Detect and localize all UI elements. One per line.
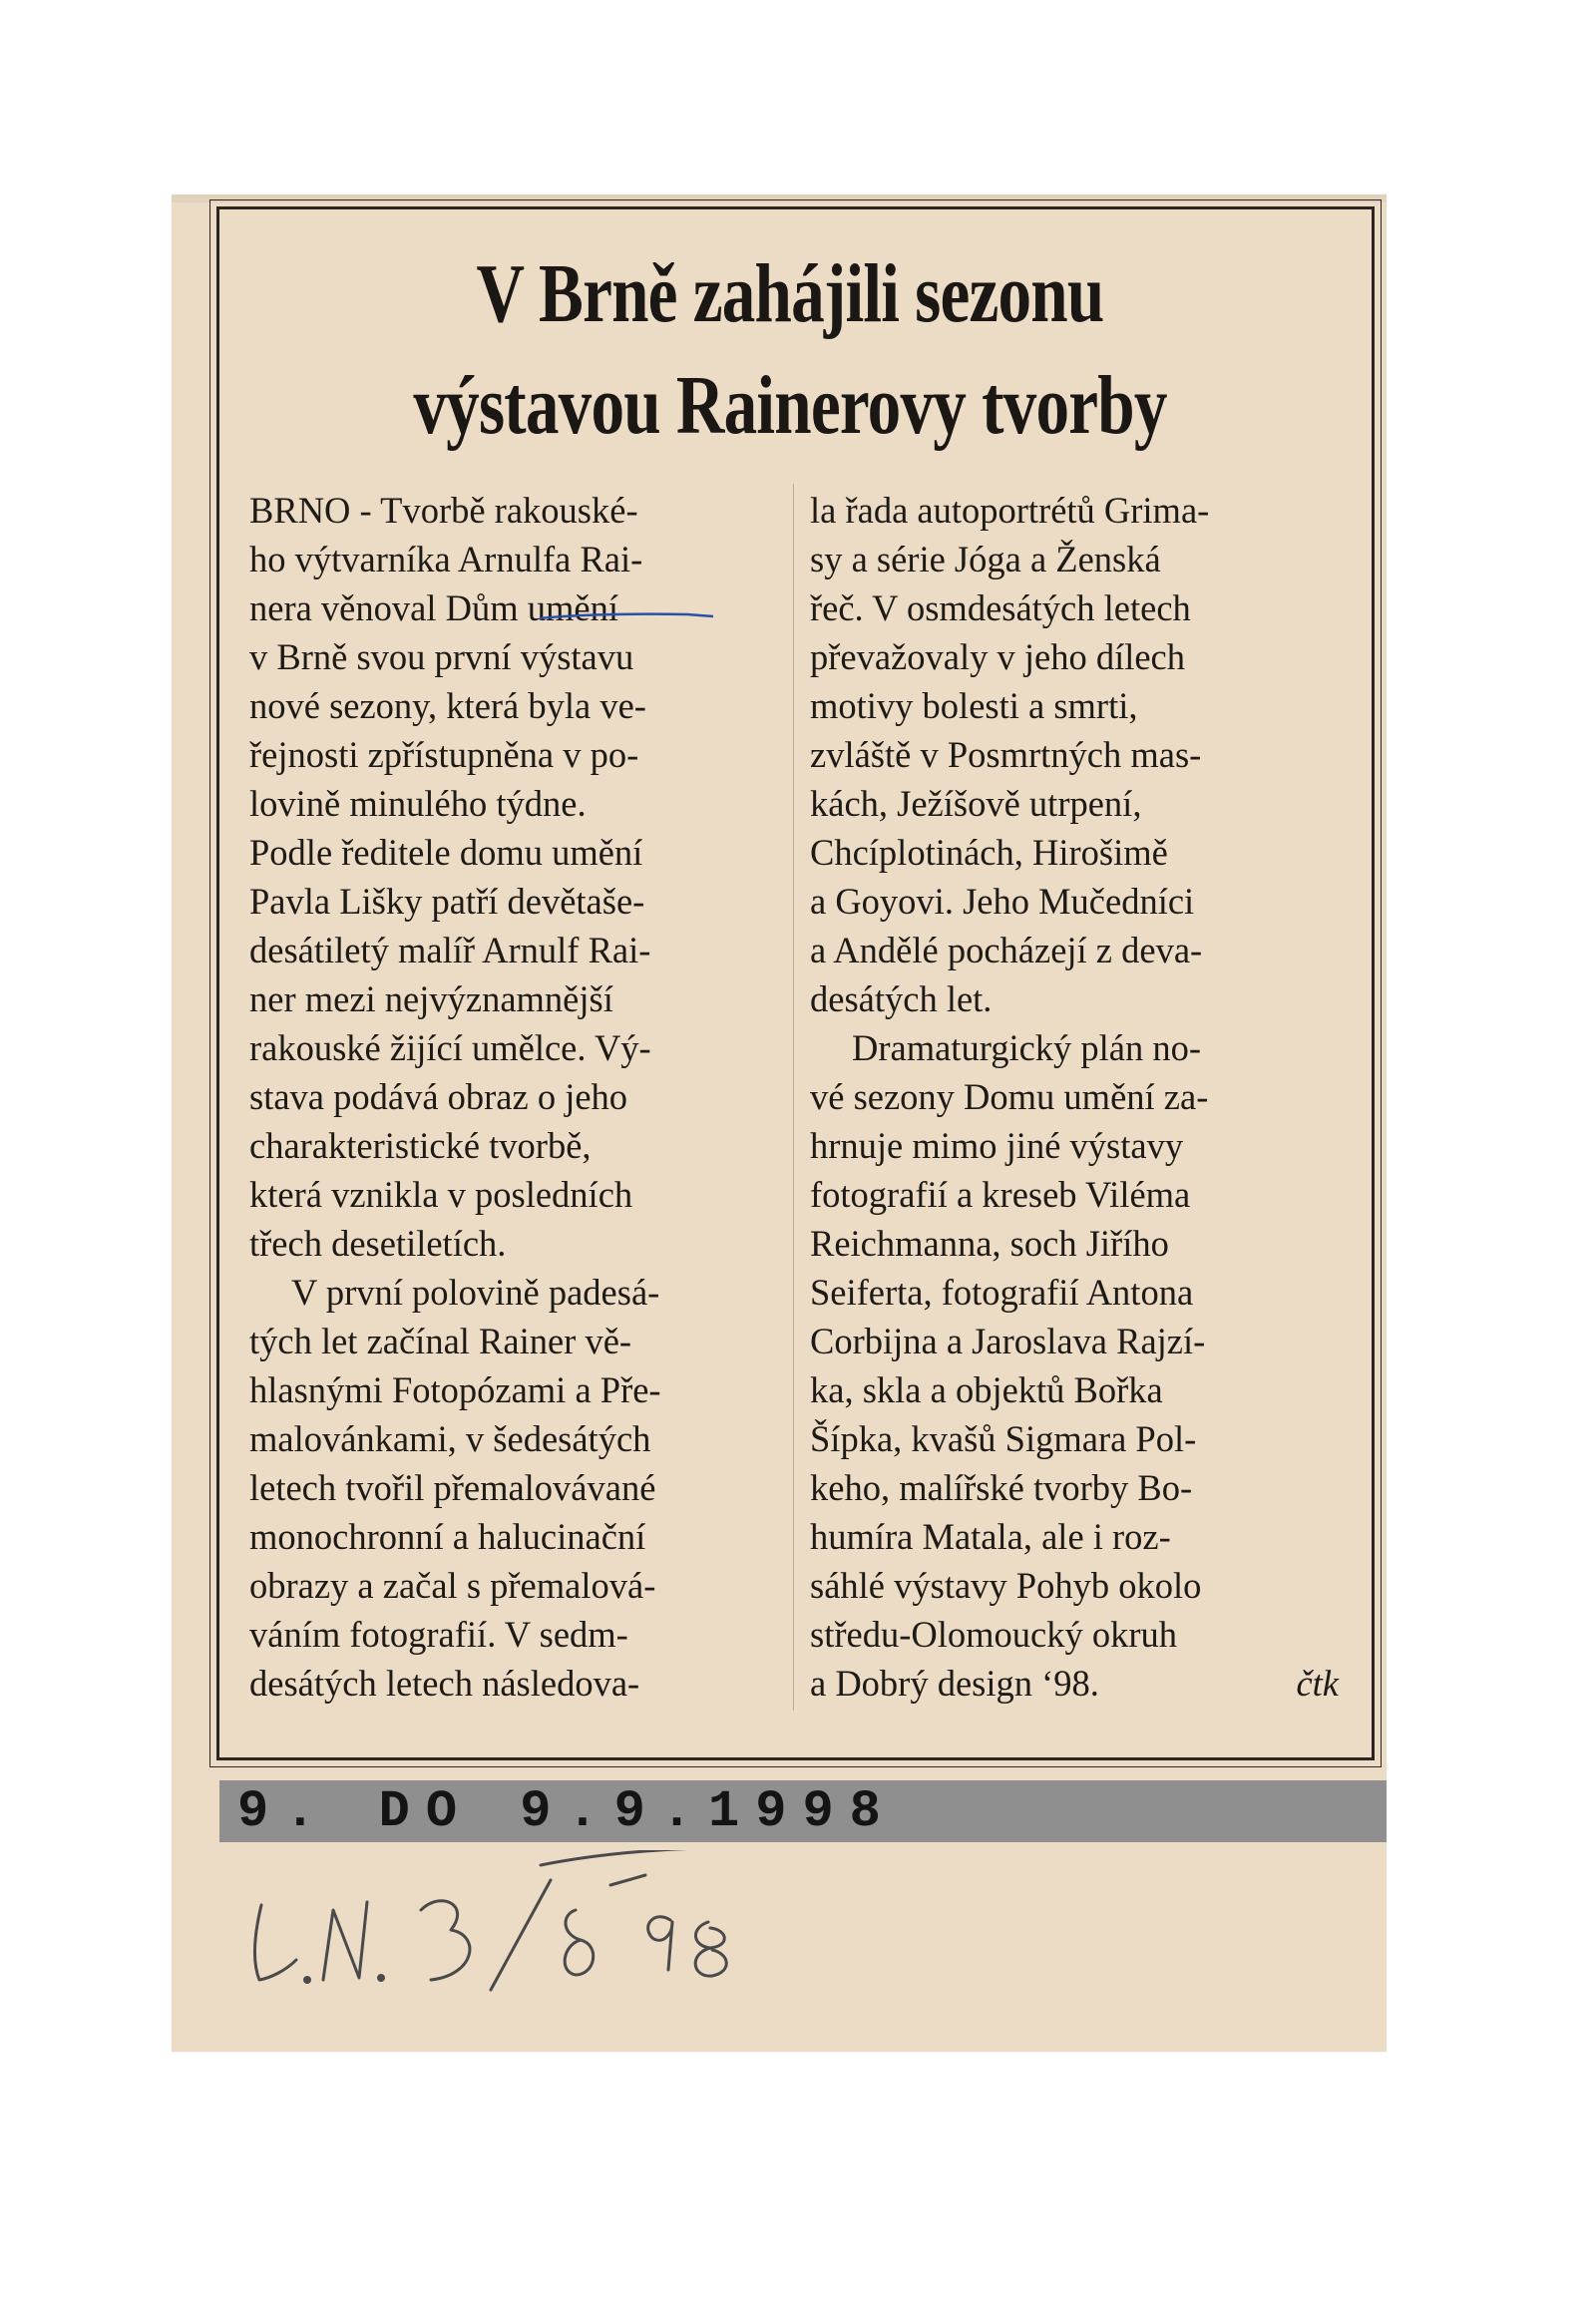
date-stamp-bar: [219, 1780, 1387, 1842]
article-headline: [335, 238, 1245, 462]
agency-credit: čtk: [1296, 1663, 1339, 1704]
headline-line-2: výstavou Rainerovy tvorby: [413, 359, 1167, 452]
paragraph-4-text: Dramaturgický plán no- vé sezony Domu umění za- hrnuje mimo jiné výstavy fotografií a kreseb Viléma Reichmanna, soch Jiřího Seiferta, fotografií Antona Corbijna a Jaroslava Rajzí- ka, skla a objektů Bořka Šípka, kvašů Sigmara Pol- keho, malířské tvorby Bo- humíra Matala, ale i roz- sáhlé výstavy Pohyb okolo středu-Olomoucký okruh a Dobrý design ‘98.: [810, 1027, 1209, 1704]
paragraph-4: [810, 1023, 1339, 1708]
handwritten-note: [241, 1850, 820, 2020]
column-divider: [793, 484, 794, 1711]
paragraph-2: V první polovině padesá- tých let začínal Rainer vě- hlasnými Fotopózami a Pře- malovánkami, v šedesátých letech tvořil přemalovávané monochronní a halucinační obrazy a začal s přemalová- váním fotografií. V sedm- desátých letech následova-: [249, 1272, 661, 1704]
clipping-cut-edge: [172, 194, 1387, 202]
article-column-right: [810, 486, 1339, 1708]
newspaper-clipping: [172, 194, 1387, 2052]
date-stamp: 9. DO 9.9.1998: [237, 1782, 897, 1841]
headline-line-1: V Brně zahájili sezonu: [476, 247, 1104, 340]
paragraph-3: la řada autoportrétů Grima- sy a série Jóga a Ženská řeč. V osmdesátých letech převažovaly v jeho dílech motivy bolesti a smrti, zvláště v Posmrtných mas- kách, Ježíšově utrpení, Chcíplotinách, Hirošimě a Goyovi. Jeho Mučedníci a Andělé pocházejí z deva- desátých let.: [810, 490, 1210, 1019]
pen-underline-mark: [538, 610, 717, 624]
paragraph-1: BRNO - Tvorbě rakouské- ho výtvarníka Arnulfa Rai- nera věnoval Dům umění v Brně svou první výstavu nové sezony, která byla ve- řejnosti zpřístupněna v po- lovině minulého týdne. Podle ředitele domu umění Pavla Lišky patří devětaše- desátiletý malíř Arnulf Rai- ner mezi nejvýznamnější rakouské žijící umělce. Vý- stava podává obraz o jeho charakteristické tvorbě, která vznikla v posledních třech desetiletích.: [249, 490, 651, 1264]
article-column-left: [249, 486, 778, 1708]
